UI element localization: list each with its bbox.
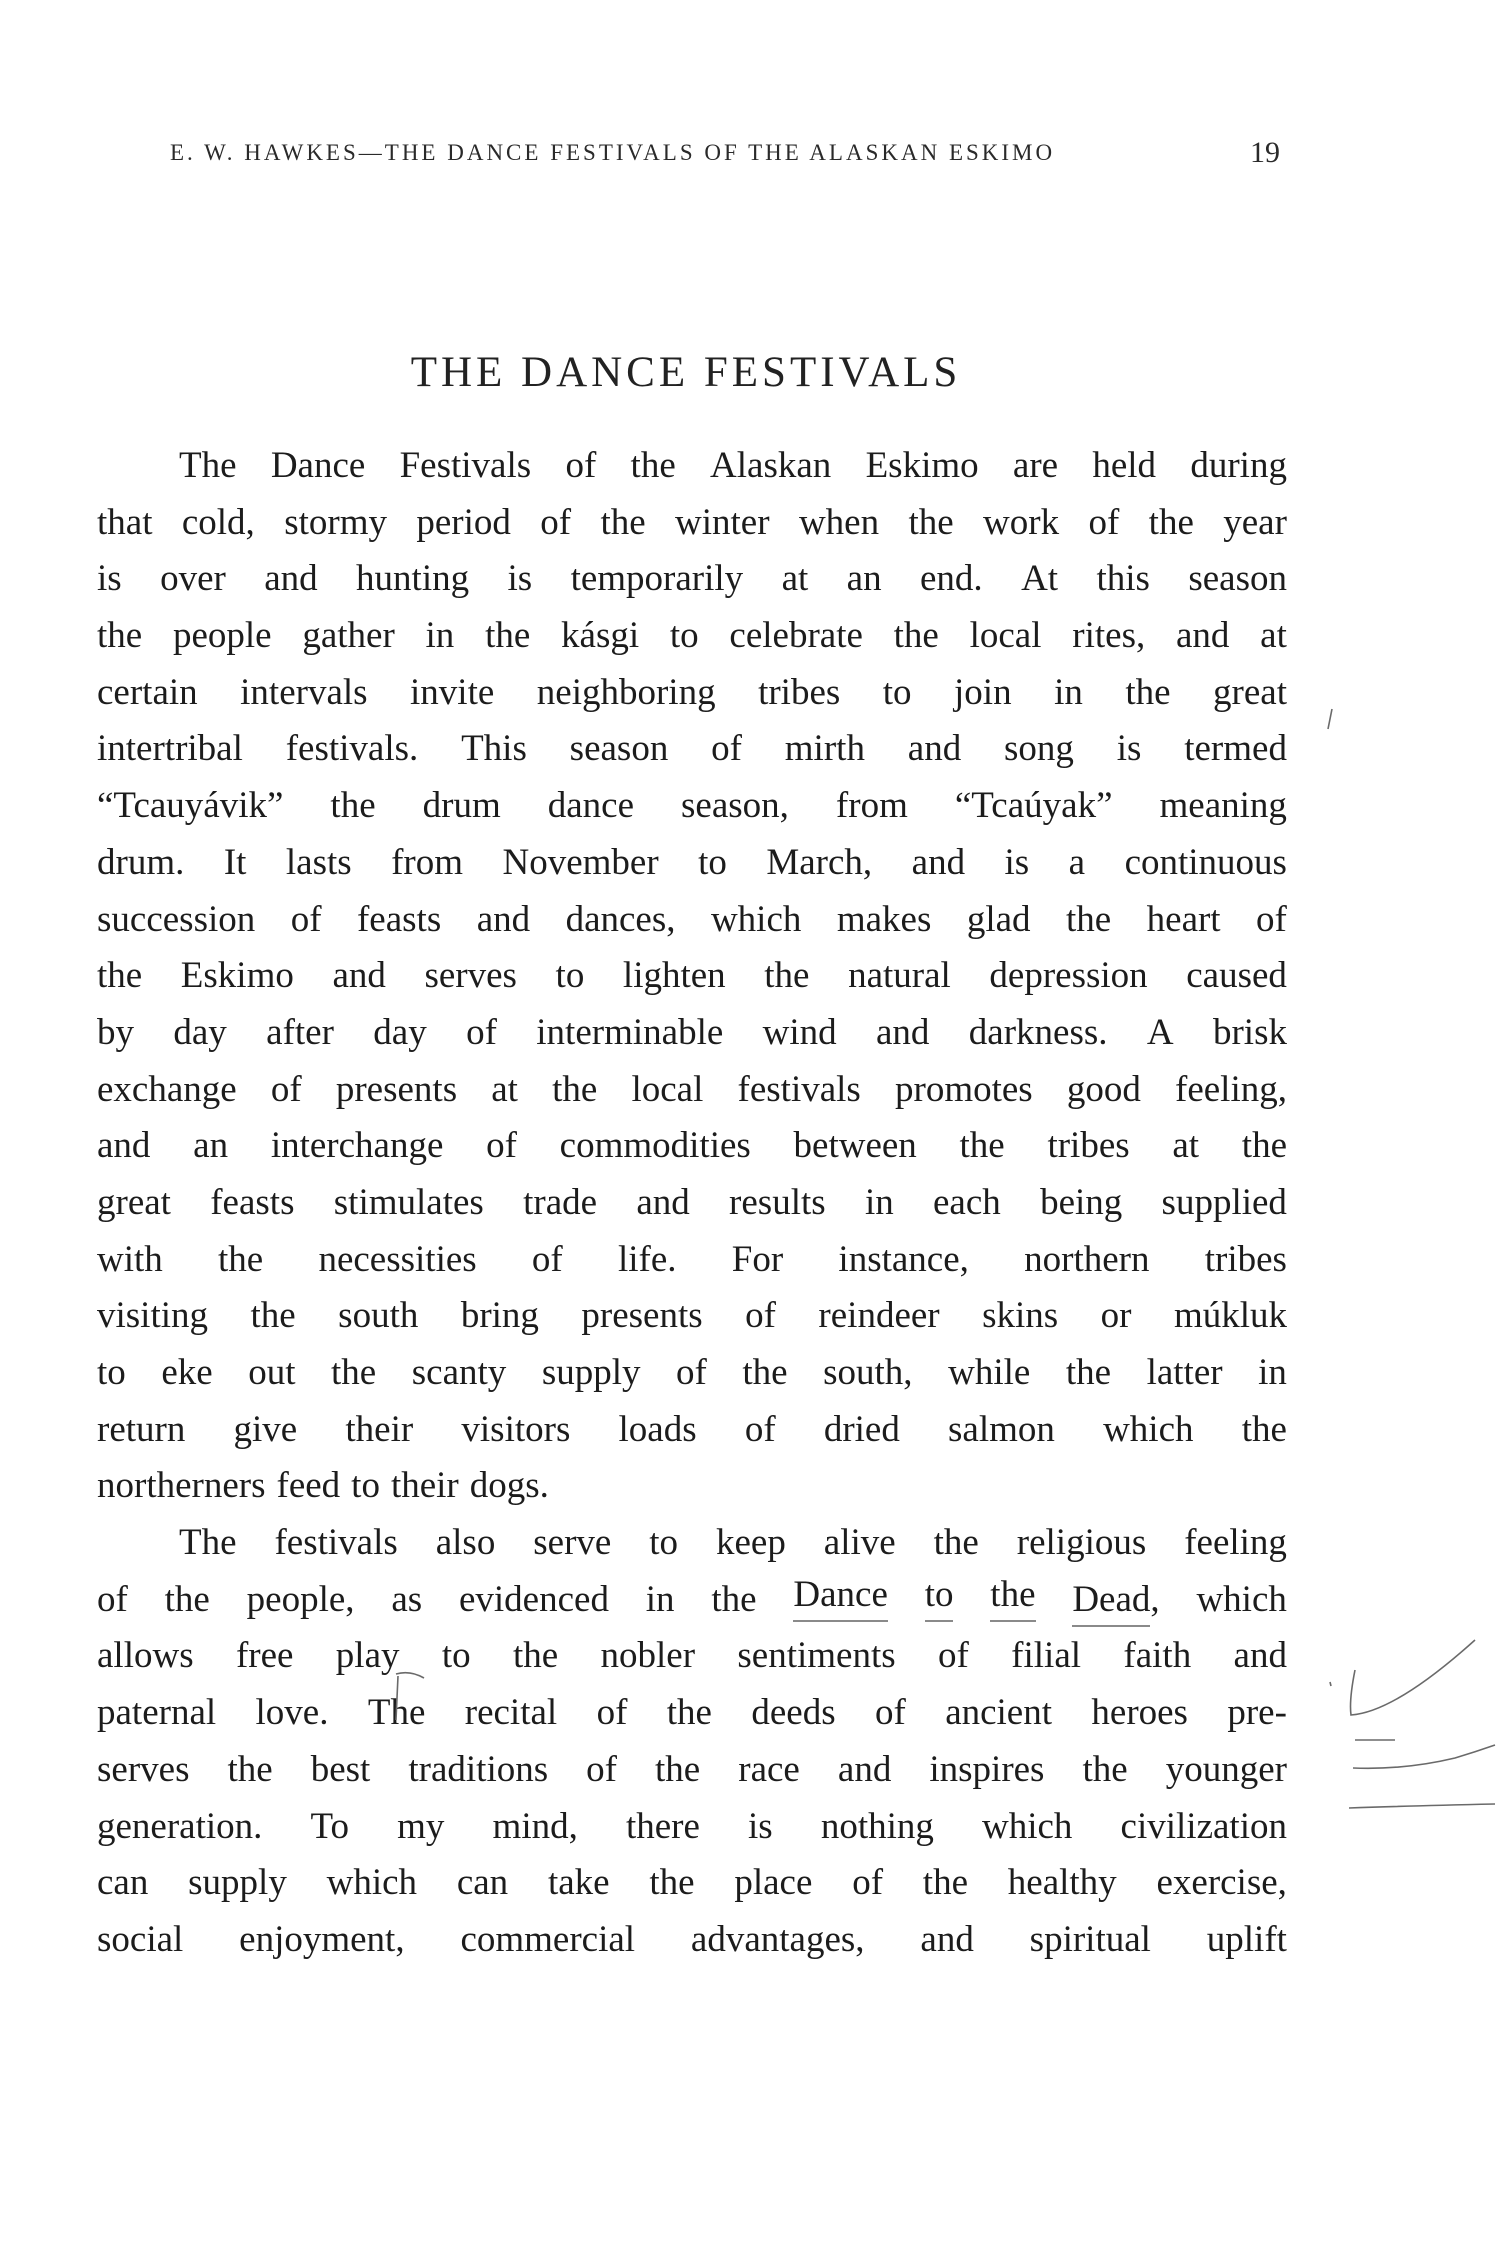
body-text bbox=[97, 438, 1287, 1969]
text-line: intertribal festivals. This season of mirth and song is termed bbox=[97, 728, 1287, 770]
text-line: certain intervals invite neighboring tribes to join in the great bbox=[97, 671, 1287, 713]
text-line: visiting the south bring presents of reindeer skins or múkluk bbox=[97, 1295, 1287, 1337]
pencil-mark-small bbox=[1320, 705, 1340, 735]
pencil-margin-lines bbox=[1325, 1620, 1500, 1820]
text-line: and an interchange of commodities between the tribes at the bbox=[97, 1125, 1287, 1167]
text-line: serves the best traditions of the race and inspires the younger bbox=[97, 1748, 1287, 1790]
text-line: return give their visitors loads of dried salmon which the bbox=[97, 1408, 1287, 1450]
pencil-stroke-text bbox=[390, 1670, 430, 1730]
text-line: with the necessities of life. For instance, northern tribes bbox=[97, 1238, 1287, 1280]
text-line: is over and hunting is temporarily at an end. At this season bbox=[97, 558, 1287, 600]
section-title: THE DANCE FESTIVALS bbox=[410, 349, 962, 396]
text-line: allows free play to the nobler sentiments of filial faith and bbox=[97, 1635, 1287, 1677]
text-line: can supply which can take the place of the healthy exercise, bbox=[97, 1862, 1287, 1904]
text-line: The Dance Festivals of the Alaskan Eskimo are held during bbox=[179, 445, 1287, 486]
text-line: of the people, as evidenced in the Dance to the Dead, which bbox=[97, 1572, 1287, 1629]
text-line: northerners feed to their dogs. bbox=[97, 1465, 549, 1507]
running-head-title: E. W. HAWKES—THE DANCE FESTIVALS OF THE ALASKAN ESKIMO bbox=[170, 140, 1056, 165]
text-line: the Eskimo and serves to lighten the natural depression caused bbox=[97, 955, 1287, 997]
page-number: 19 bbox=[1250, 136, 1280, 169]
text-line: to eke out the scanty supply of the south, while the latter in bbox=[97, 1352, 1287, 1393]
text-line: social enjoyment, commercial advantages, and spiritual uplift bbox=[97, 1918, 1287, 1960]
text-line: that cold, stormy period of the winter when the work of the year bbox=[97, 501, 1287, 543]
text-line: “Tcauyávik” the drum dance season, from “Tcaúyak” meaning bbox=[97, 785, 1287, 827]
text-line: the people gather in the kásgi to celebrate the local rites, and at bbox=[97, 615, 1287, 657]
text-line: exchange of presents at the local festivals promotes good feeling, bbox=[97, 1068, 1287, 1110]
text-line: by day after day of interminable wind and darkness. A brisk bbox=[97, 1011, 1287, 1053]
text-line: generation. To my mind, there is nothing which civilization bbox=[97, 1805, 1287, 1847]
text-line: succession of feasts and dances, which makes glad the heart of bbox=[97, 898, 1287, 940]
text-line: paternal love. The recital of the deeds of ancient heroes pre- bbox=[97, 1692, 1287, 1734]
text-line: great feasts stimulates trade and results in each being supplied bbox=[97, 1181, 1287, 1223]
text-line: The festivals also serve to keep alive the religious feeling bbox=[179, 1522, 1287, 1564]
text-line: drum. It lasts from November to March, and is a continuous bbox=[97, 841, 1287, 883]
